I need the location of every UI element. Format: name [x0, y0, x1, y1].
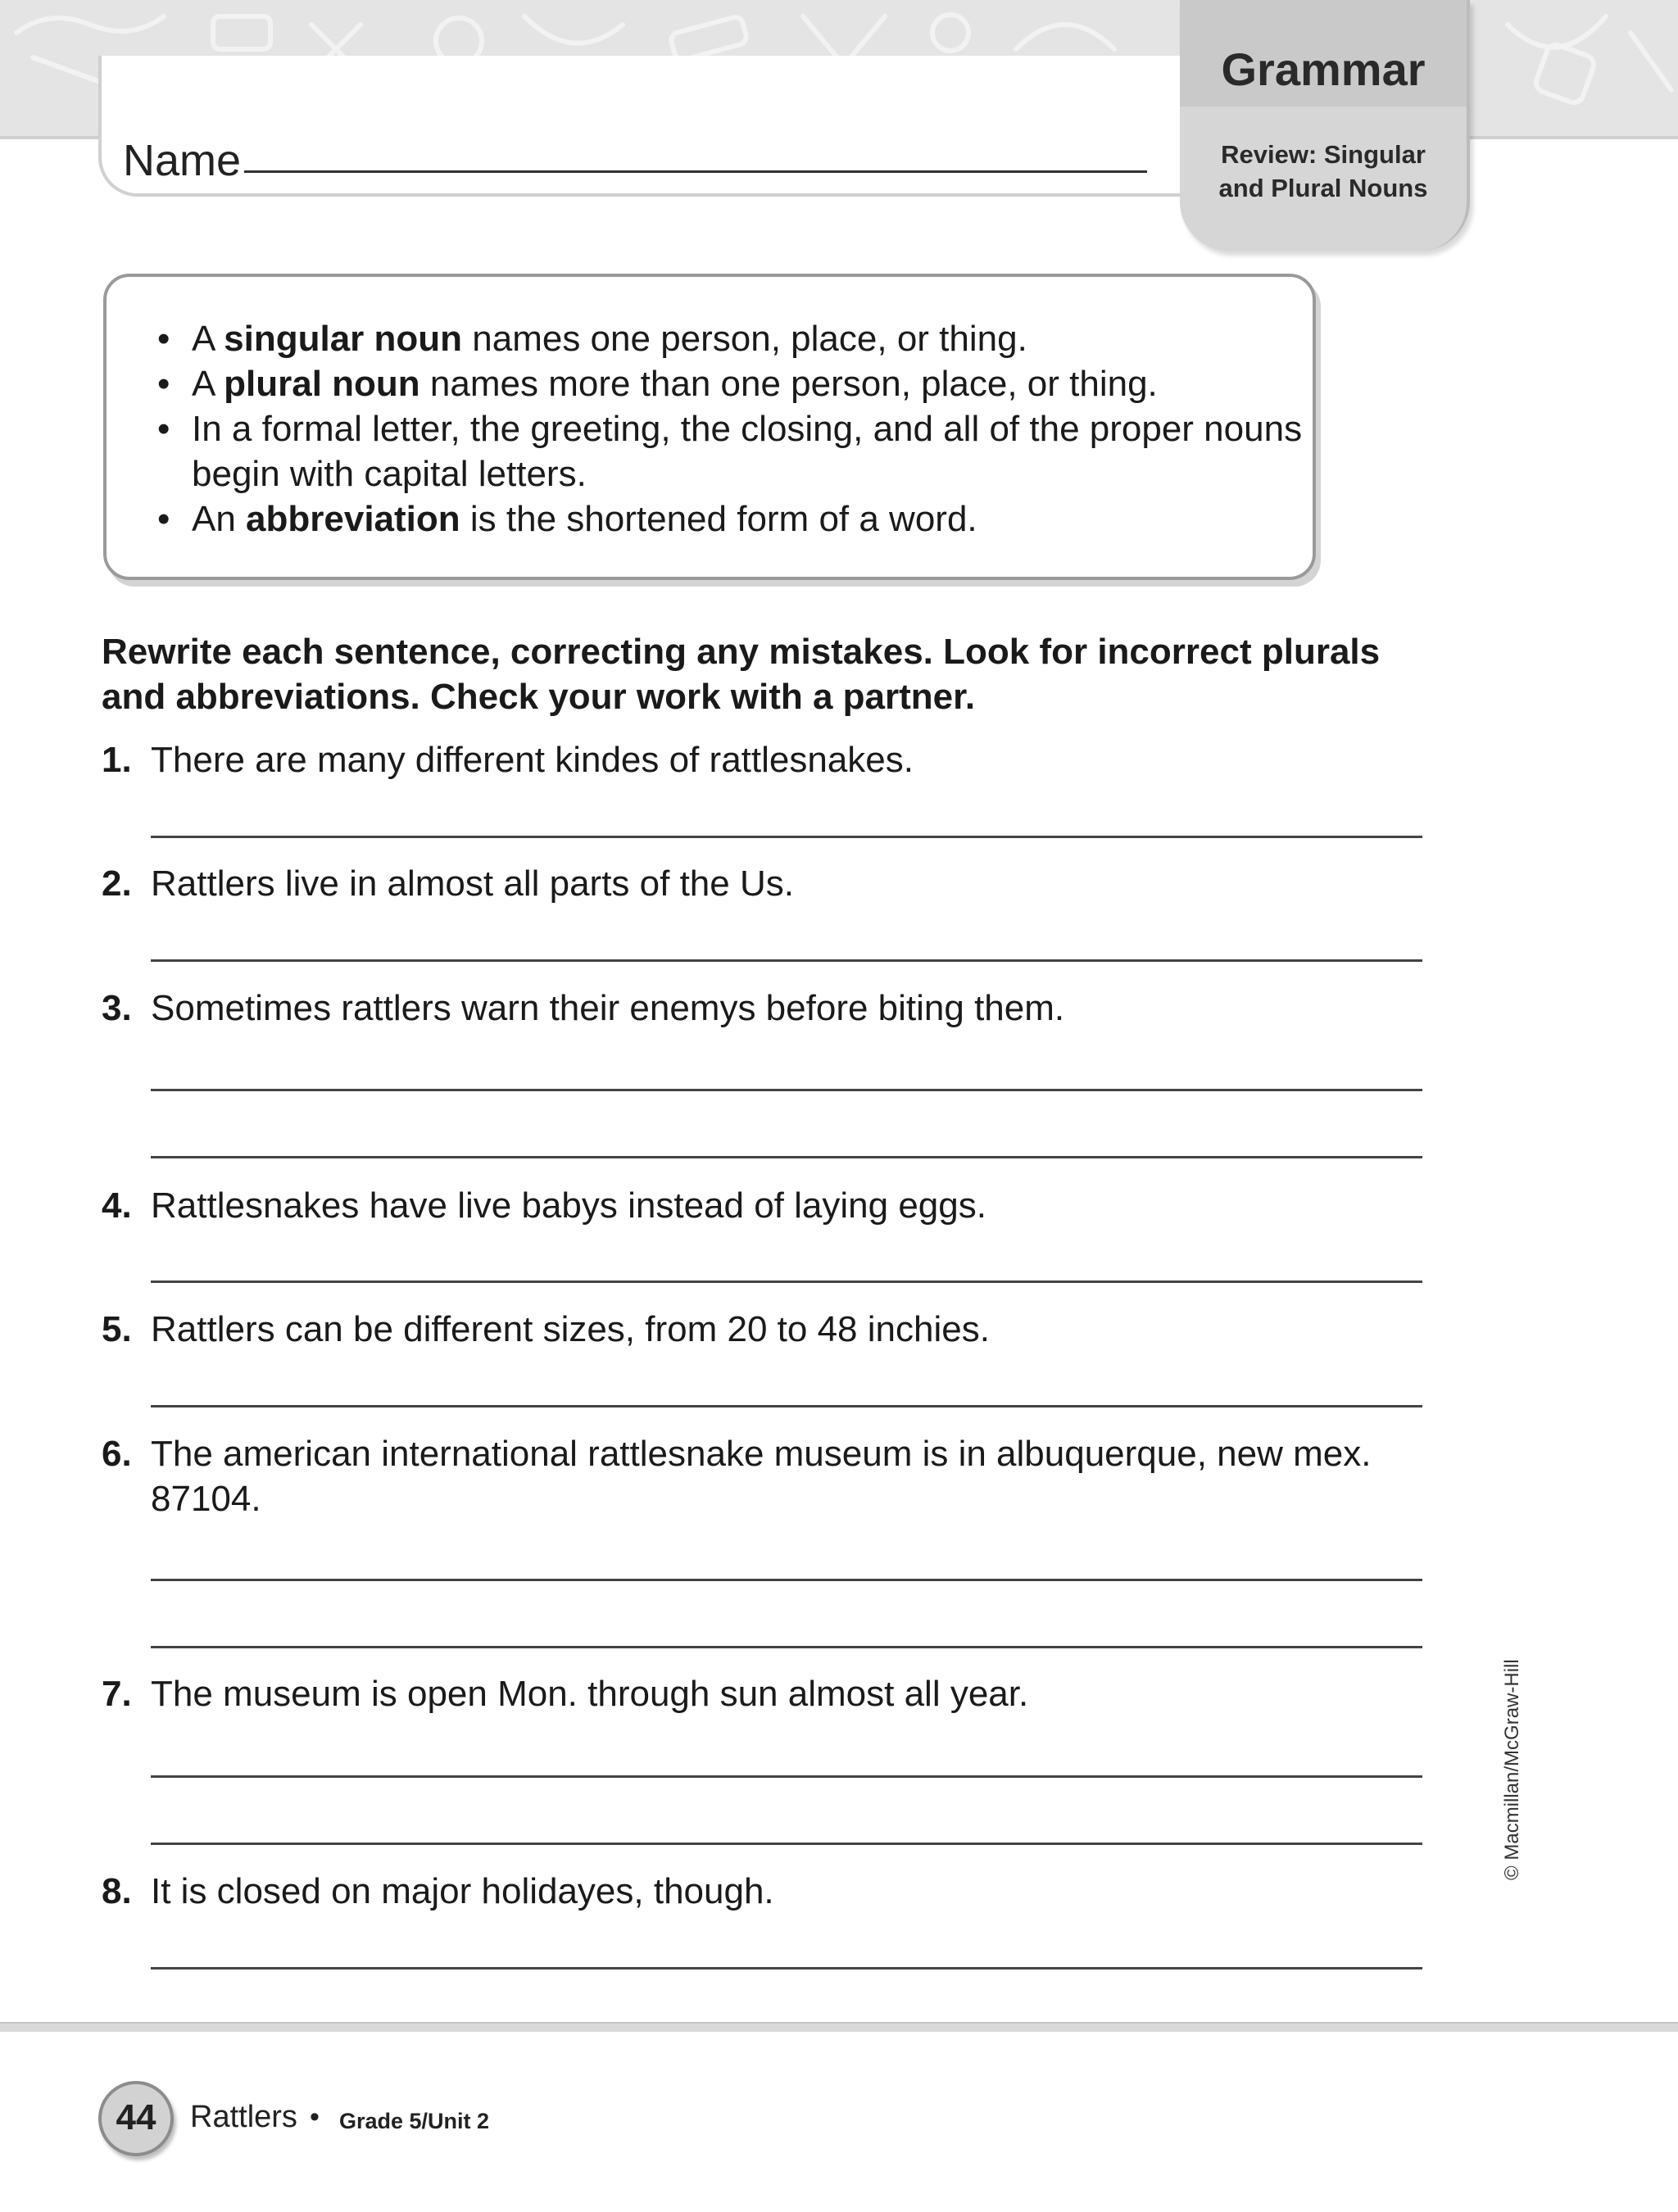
item-sentence: The american international rattlesnake museum is in albuquerque, new mex. 87104. — [151, 1434, 1372, 1519]
answer-line[interactable] — [151, 1843, 1422, 1845]
name-label: Name — [123, 136, 242, 185]
rule-term: plural noun — [224, 364, 420, 404]
name-field-line[interactable] — [244, 170, 1147, 173]
answer-line[interactable] — [151, 1579, 1422, 1581]
rule-item: • A singular noun names one person, place, or thing. — [152, 316, 1306, 361]
grammar-title: Grammar — [1221, 43, 1426, 95]
answer-line[interactable] — [151, 1775, 1422, 1778]
answer-line[interactable] — [151, 959, 1422, 962]
copyright-notice: © Macmillan/McGraw-Hill — [1501, 1659, 1523, 1880]
answer-line[interactable] — [151, 1967, 1422, 1969]
directions: Rewrite each sentence, correcting any mistakes. Look for incorrect plurals and abbreviations. Check your work with a partner. — [102, 632, 1381, 717]
footer-title: Rattlers — [190, 2100, 297, 2134]
answer-line[interactable] — [151, 1646, 1422, 1648]
rule-term: singular noun — [224, 319, 463, 359]
rule-item: • A plural noun names more than one person, place, or thing. — [152, 361, 1306, 406]
rules-list — [152, 316, 1306, 542]
item-number: 3. — [102, 988, 132, 1028]
item-sentence: Rattlers live in almost all parts of the Us. — [151, 863, 794, 904]
item-number: 2. — [102, 863, 132, 904]
item-number: 1. — [102, 740, 132, 780]
answer-line[interactable] — [151, 1405, 1422, 1407]
grammar-subtitle-line2: and Plural Nouns — [1218, 174, 1428, 202]
answer-line[interactable] — [151, 1281, 1422, 1283]
item-sentence: There are many different kindes of rattlesnakes. — [151, 740, 914, 780]
item-number: 4. — [102, 1185, 132, 1226]
name-panel — [98, 56, 1191, 197]
item-sentence: Rattlers can be different sizes, from 20 to 48 inchies. — [151, 1309, 990, 1349]
item-sentence: Sometimes rattlers warn their enemys before biting them. — [151, 988, 1065, 1028]
footer-grade: Grade 5/Unit 2 — [339, 2109, 490, 2133]
item-sentence: Rattlesnakes have live babys instead of laying eggs. — [151, 1185, 986, 1226]
footer-separator: • — [310, 2101, 320, 2133]
item-sentence: It is closed on major holidayes, though. — [151, 1871, 774, 1911]
rule-item: • An abbreviation is the shortened form of a word. — [152, 496, 1306, 542]
item-number: 7. — [102, 1674, 132, 1714]
item-sentence: The museum is open Mon. through sun almost all year. — [151, 1674, 1029, 1714]
answer-line[interactable] — [151, 1089, 1422, 1091]
item-number: 6. — [102, 1434, 132, 1474]
grammar-tab — [1180, 0, 1470, 251]
answer-line[interactable] — [151, 1156, 1422, 1158]
footer-rule — [0, 2022, 1678, 2032]
item-number: 5. — [102, 1309, 132, 1349]
rule-item: • In a formal letter, the greeting, the closing, and all of the proper nouns begin with capital letters. — [152, 406, 1306, 496]
page-number-badge: 44 — [98, 2081, 174, 2156]
item-number: 8. — [102, 1871, 132, 1911]
grammar-subtitle — [1180, 138, 1467, 205]
answer-line[interactable] — [151, 836, 1422, 838]
rule-term: abbreviation — [246, 499, 460, 539]
grammar-subtitle-line1: Review: Singular — [1221, 140, 1426, 169]
